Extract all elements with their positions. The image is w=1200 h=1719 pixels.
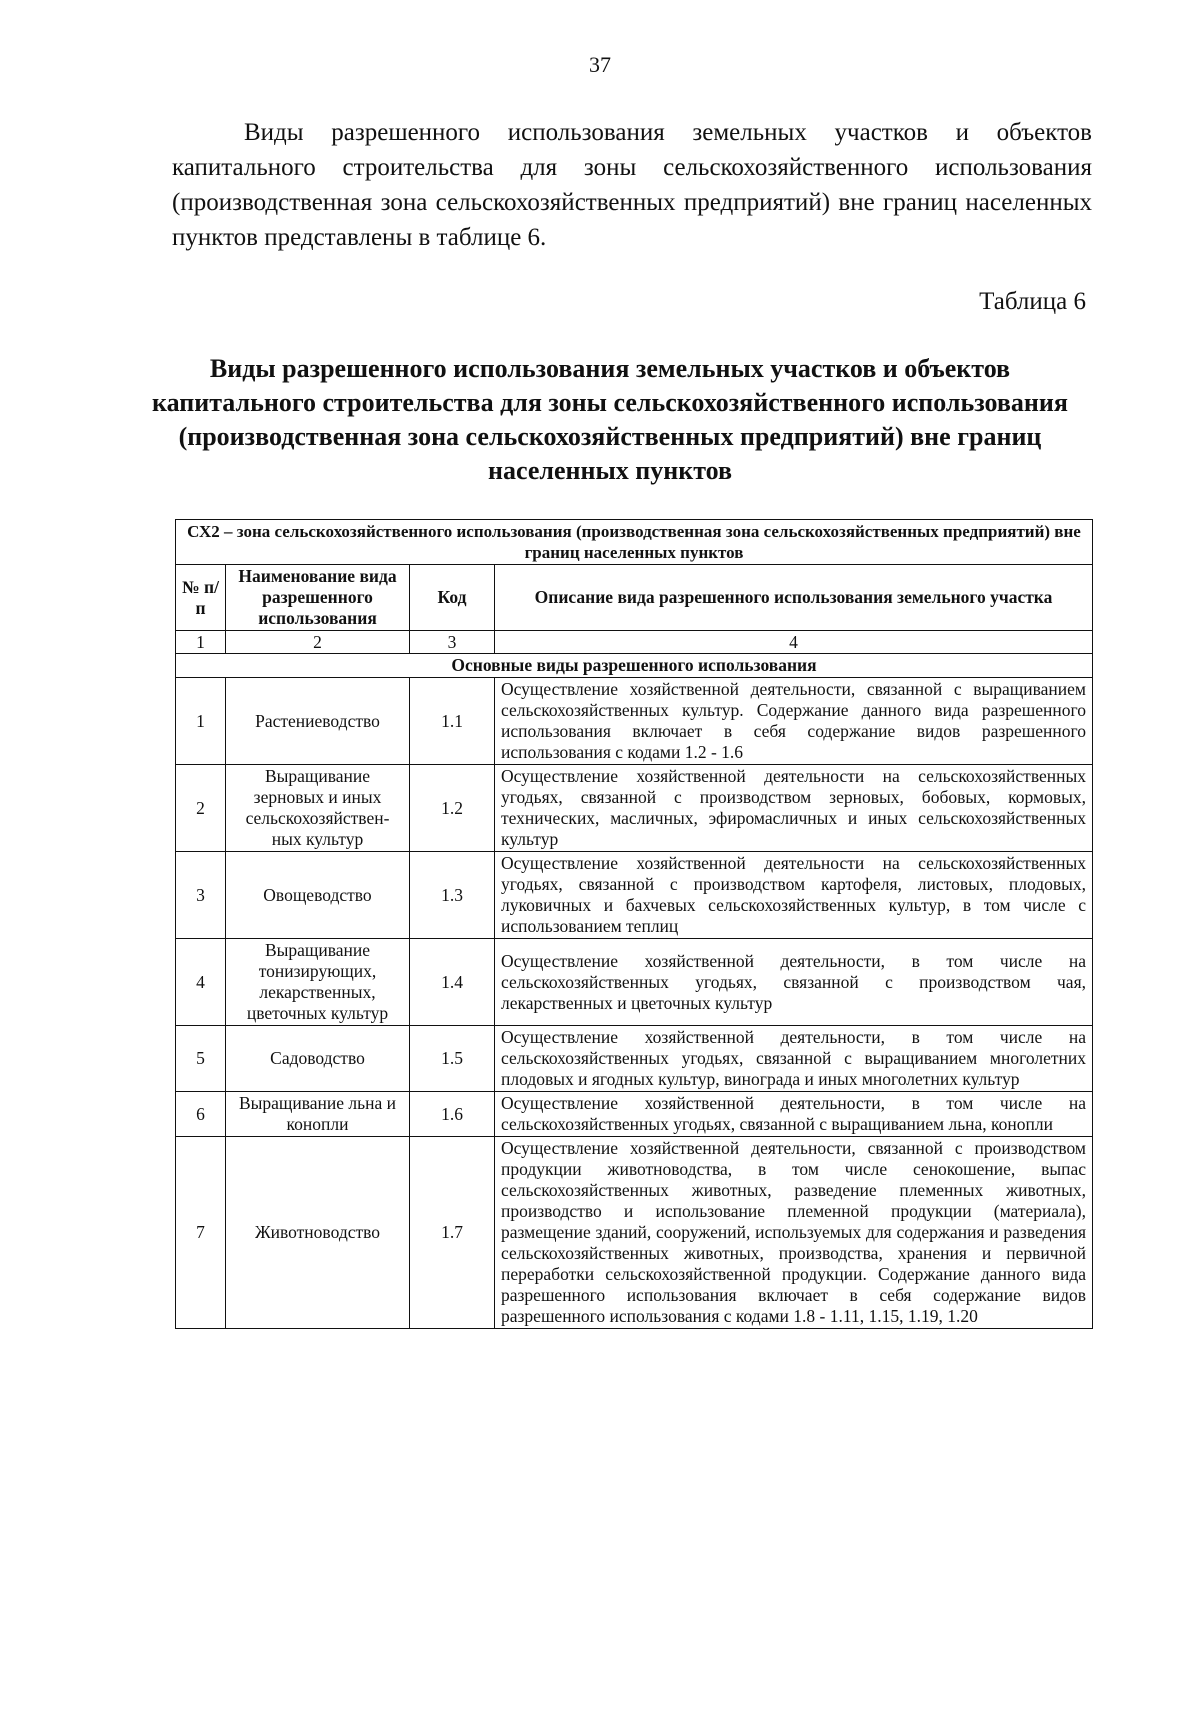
row-name: Овощеводство (226, 852, 410, 939)
zone-header-row (176, 520, 1093, 565)
column-index: 4 (495, 631, 1093, 654)
row-number: 5 (176, 1026, 226, 1092)
column-header-code: Код (410, 565, 495, 631)
intro-paragraph: Виды разрешенного использования земельных участков и объектов капитального строительства для зоны сельскохозяйственного использования (производственная зона сельскохозяйственных предприятий) вне границ населенных пунктов представлены в таблице 6. (172, 119, 1092, 251)
section-title: Основные виды разрешенного использования (176, 654, 1093, 678)
row-code: 1.3 (410, 852, 495, 939)
row-name: Садоводство (226, 1026, 410, 1092)
table-row (176, 1137, 1093, 1329)
row-description: Осуществление хозяйственной деятельности на сельскохозяйственных угодьях, связанной с производством зерновых, бобовых, кормовых, технических, масличных, эфиромасличных и иных сельскохозяйственных культур (495, 765, 1093, 852)
row-description: Осуществление хозяйственной деятельности, связанной с выращиванием сельскохозяйственных культур. Содержание данного вида разрешенного использования включает в себя содержание видов разрешенного использования с кодами 1.2 - 1.6 (495, 678, 1093, 765)
row-description: Осуществление хозяйственной деятельности, в том числе на сельскохозяйственных угодьях, связанной с выращиванием льна, конопли (495, 1092, 1093, 1137)
land-use-table (175, 519, 1093, 1329)
row-code: 1.6 (410, 1092, 495, 1137)
row-code: 1.2 (410, 765, 495, 852)
table-row (176, 852, 1093, 939)
column-index-row (176, 631, 1093, 654)
table-row (176, 1092, 1093, 1137)
row-description: Осуществление хозяйственной деятельности, связанной с производством продукции животноводства, в том числе сенокошение, выпас сельскохозяйственных животных, разведение племенных животных, производство и использование племенной продукции (материала), размещение зданий, сооружений, используемых для содержания и разведения сельскохозяйственных животных, производства, хранения и первичной переработки сельскохозяйственной продукции. Содержание данного вида разрешенного использования включает в себя содержание видов разрешенного использования с кодами 1.8 - 1.11, 1.15, 1.19, 1.20 (495, 1137, 1093, 1329)
section-row (176, 654, 1093, 678)
column-header-row (176, 565, 1093, 631)
row-name: Выращивание тонизирующих, лекарственных, цветочных культур (226, 939, 410, 1026)
table-caption: Таблица 6 (979, 288, 1086, 315)
row-number: 4 (176, 939, 226, 1026)
row-code: 1.1 (410, 678, 495, 765)
row-number: 7 (176, 1137, 226, 1329)
row-description: Осуществление хозяйственной деятельности, в том числе на сельскохозяйственных угодьях, связанной с производством чая, лекарственных и цветочных культур (495, 939, 1093, 1026)
table-row (176, 765, 1093, 852)
row-number: 1 (176, 678, 226, 765)
table-row (176, 1026, 1093, 1092)
zone-header: СХ2 – зона сельскохозяйственного использования (производственная зона сельскохозяйственных предприятий) вне границ населенных пунктов (176, 520, 1093, 565)
row-name: Выращивание зерновых и иных сельскохозяйствен-ных культур (226, 765, 410, 852)
row-code: 1.5 (410, 1026, 495, 1092)
row-name: Животноводство (226, 1137, 410, 1329)
table-title: Виды разрешенного использования земельных участков и объектов капитального строительства для зоны сельскохозяйственного использования (производственная зона сельскохозяйственных предприятий) вне границ населенных пунктов (152, 354, 1068, 485)
column-index: 3 (410, 631, 495, 654)
column-header-name: Наименование вида разрешенного использования (226, 565, 410, 631)
column-index: 1 (176, 631, 226, 654)
row-description: Осуществление хозяйственной деятельности на сельскохозяйственных угодьях, связанной с производством картофеля, листовых, плодовых, луковичных и бахчевых сельскохозяйственных культур, в том числе с использованием теплиц (495, 852, 1093, 939)
row-number: 2 (176, 765, 226, 852)
row-name: Выращивание льна и конопли (226, 1092, 410, 1137)
column-header-num: № п/п (176, 565, 226, 631)
row-code: 1.4 (410, 939, 495, 1026)
table-row (176, 678, 1093, 765)
table-row (176, 939, 1093, 1026)
row-description: Осуществление хозяйственной деятельности, в том числе на сельскохозяйственных угодьях, связанной с выращиванием многолетних плодовых и ягодных культур, винограда и иных многолетних культур (495, 1026, 1093, 1092)
row-code: 1.7 (410, 1137, 495, 1329)
page-number: 37 (589, 52, 611, 77)
row-number: 3 (176, 852, 226, 939)
column-header-desc: Описание вида разрешенного использования земельного участка (495, 565, 1093, 631)
row-name: Растениеводство (226, 678, 410, 765)
column-index: 2 (226, 631, 410, 654)
row-number: 6 (176, 1092, 226, 1137)
